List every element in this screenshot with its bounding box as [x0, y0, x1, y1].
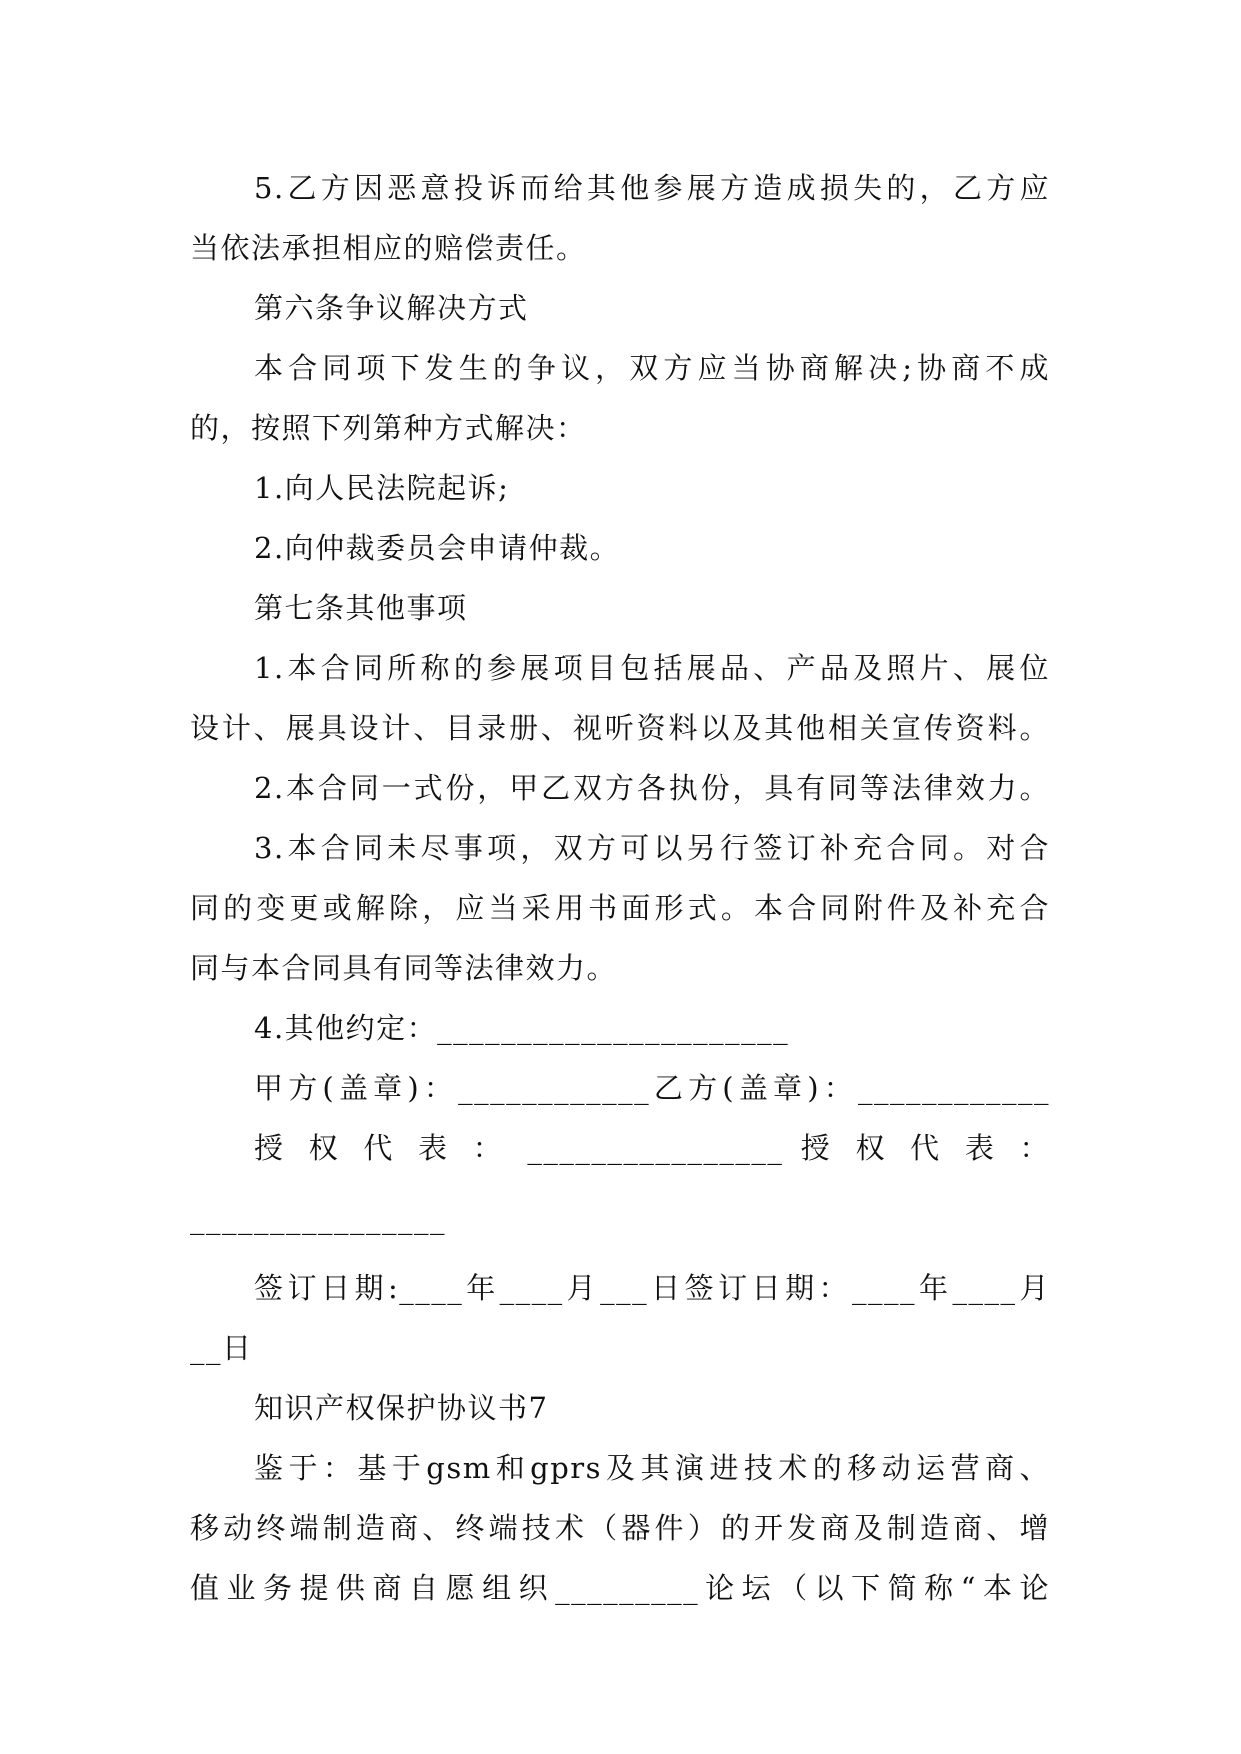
- authorized-representative-blank: ________________: [190, 1201, 446, 1235]
- agreement-7-recital-line-2: 移动终端制造商、终端技术（器件）的开发商及制造商、增: [190, 1511, 1050, 1545]
- article-7-item-4: 4.其他约定：______________________: [254, 1011, 790, 1045]
- agreement-7-title: 知识产权保护协议书7: [254, 1391, 549, 1425]
- clause-5-line-1: 5.乙方因恶意投诉而给其他参展方造成损失的，乙方应: [254, 171, 1050, 205]
- article-6-line-2: 的，按照下列第种方式解决：: [190, 411, 587, 445]
- article-7-item-3-line-1: 3.本合同未尽事项，双方可以另行签订补充合同。对合: [254, 831, 1050, 865]
- article-7-item-3-line-2: 同的变更或解除，应当采用书面形式。本合同附件及补充合: [190, 891, 1050, 925]
- article-7-item-1-line-1: 1.本合同所称的参展项目包括展品、产品及照片、展位: [254, 651, 1050, 685]
- authorized-representative-line: 授 权 代 表 ： ________________ 授 权 代 表 ：: [254, 1131, 1050, 1165]
- article-7-heading: 第七条其他事项: [254, 591, 468, 625]
- article-6-option-1: 1.向人民法院起诉;: [254, 471, 510, 505]
- article-7-item-1-line-2: 设计、展具设计、目录册、视听资料以及其他相关宣传资料。: [190, 711, 1050, 745]
- signing-date-line-end: __日: [190, 1331, 253, 1365]
- agreement-7-recital-line-3: 值业务提供商自愿组织_________论坛（以下简称“本论: [190, 1571, 1050, 1605]
- signing-date-line: 签订日期:____年____月___日签订日期：____年____月: [254, 1271, 1050, 1305]
- document-body: [190, 158, 1050, 1618]
- agreement-7-recital-line-1: 鉴于：基于gsm和gprs及其演进技术的移动运营商、: [254, 1451, 1050, 1485]
- article-7-item-3-line-3: 同与本合同具有同等法律效力。: [190, 951, 618, 985]
- clause-5-line-2: 当依法承担相应的赔偿责任。: [190, 231, 587, 265]
- article-6-line-1: 本合同项下发生的争议，双方应当协商解决;协商不成: [254, 351, 1050, 385]
- article-7-item-2: 2.本合同一式份，甲乙双方各执份，具有同等法律效力。: [254, 771, 1050, 805]
- article-6-option-2: 2.向仲裁委员会申请仲裁。: [254, 531, 621, 565]
- seal-signature-line: 甲方(盖章)：____________乙方(盖章)：____________: [254, 1071, 1050, 1105]
- article-6-heading: 第六条争议解决方式: [254, 291, 529, 325]
